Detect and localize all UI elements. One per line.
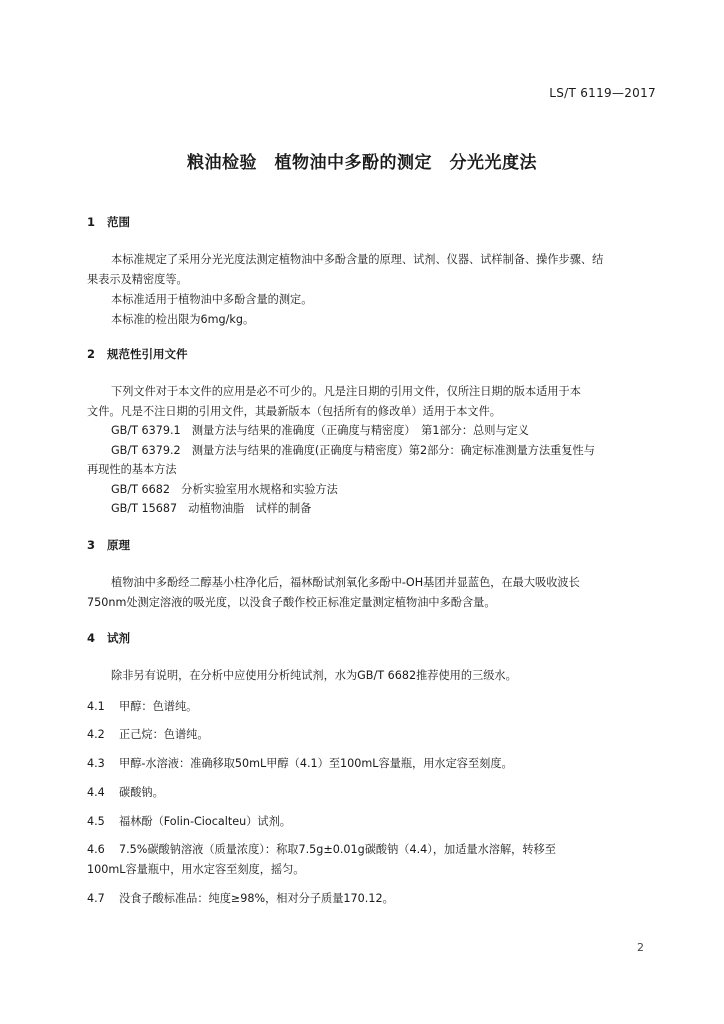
paragraph-line: 本标准规定了采用分光光度法测定植物油中多酚含量的原理、试剂、仪器、试样制备、操作步骤、结 xyxy=(111,253,604,266)
reference-entry: GB/T 6379.2 测量方法与结果的准确度(正确度与精密度）第2部分：确定标准测量方法重复性与 xyxy=(111,444,595,457)
reference-entry: GB/T 15687 动植物油脂 试样的制备 xyxy=(111,502,312,515)
item-number: 4.2 xyxy=(87,728,105,741)
reagent-item xyxy=(87,890,394,906)
section-title: 原理 xyxy=(107,538,130,552)
paragraph-line: 植物油中多酚经二醇基小柱净化后，福林酚试剂氧化多酚中-OH基团并显蓝色，在最大吸收波长 xyxy=(111,576,580,589)
reagent-item xyxy=(87,841,556,857)
section-number: 3 xyxy=(87,538,96,552)
document-title: 粮油检验 植物油中多酚的测定 分光光度法 xyxy=(187,153,537,173)
reagent-item xyxy=(87,726,209,742)
reference-entry-cont: 再现性的基本方法 xyxy=(87,463,177,476)
paragraph-line: 除非另有说明，在分析中应使用分析纯试剂，水为GB/T 6682推荐使用的三级水。 xyxy=(111,669,517,682)
reference-entry: GB/T 6379.1 测量方法与结果的准确度（正确度与精密度） 第1部分：总则与定义 xyxy=(111,424,529,437)
section-title: 范围 xyxy=(107,215,130,229)
section-2-heading xyxy=(87,346,188,362)
paragraph-line: 果表示及精密度等。 xyxy=(87,273,188,286)
section-number: 4 xyxy=(87,631,96,645)
reagent-item xyxy=(87,698,197,714)
section-number: 1 xyxy=(87,215,96,229)
section-3-heading xyxy=(87,537,130,553)
page-number: 2 xyxy=(637,941,644,954)
paragraph-line: 下列文件对于本文件的应用是必不可少的。凡是注日期的引用文件，仅所注日期的版本适用于本 xyxy=(111,385,581,398)
item-text: 甲醇-水溶液：准确移取50mL甲醇（4.1）至100mL容量瓶，用水定容至刻度。 xyxy=(119,757,513,770)
item-number: 4.7 xyxy=(87,892,105,905)
standard-number: LS/T 6119—2017 xyxy=(549,86,656,100)
paragraph-line: 本标准的检出限为6mg/kg。 xyxy=(111,313,255,326)
paragraph-line: 750nm处测定溶液的吸光度，以没食子酸作校正标准定量测定植物油中多酚含量。 xyxy=(87,596,496,609)
item-number: 4.1 xyxy=(87,700,105,713)
section-title: 试剂 xyxy=(107,631,130,645)
section-title: 规范性引用文件 xyxy=(107,347,188,361)
item-text: 碳酸钠。 xyxy=(119,786,164,799)
section-4-heading xyxy=(87,630,130,646)
item-text: 正己烷：色谱纯。 xyxy=(119,728,209,741)
reagent-item xyxy=(87,813,291,829)
paragraph-line: 本标准适用于植物油中多酚含量的测定。 xyxy=(111,293,313,306)
reference-entry: GB/T 6682 分析实验室用水规格和实验方法 xyxy=(111,483,338,496)
paragraph-line: 文件。凡是不注日期的引用文件，其最新版本（包括所有的修改单）适用于本文件。 xyxy=(87,405,501,418)
item-number: 4.6 xyxy=(87,843,105,856)
item-text: 福林酚（Folin-Ciocalteu）试剂。 xyxy=(119,815,291,828)
reagent-item-cont: 100mL容量瓶中，用水定容至刻度，摇匀。 xyxy=(87,863,305,876)
item-number: 4.3 xyxy=(87,757,105,770)
item-number: 4.4 xyxy=(87,786,105,799)
reagent-item xyxy=(87,784,164,800)
item-text: 没食子酸标准品：纯度≥98%，相对分子质量170.12。 xyxy=(119,892,394,905)
section-number: 2 xyxy=(87,347,96,361)
reagent-item xyxy=(87,755,513,771)
item-number: 4.5 xyxy=(87,815,105,828)
item-text: 甲醇：色谱纯。 xyxy=(119,700,198,713)
item-text: 7.5%碳酸钠溶液（质量浓度）：称取7.5g±0.01g碳酸钠（4.4），加适量水溶解，转移至 xyxy=(119,843,556,856)
section-1-heading xyxy=(87,214,130,230)
